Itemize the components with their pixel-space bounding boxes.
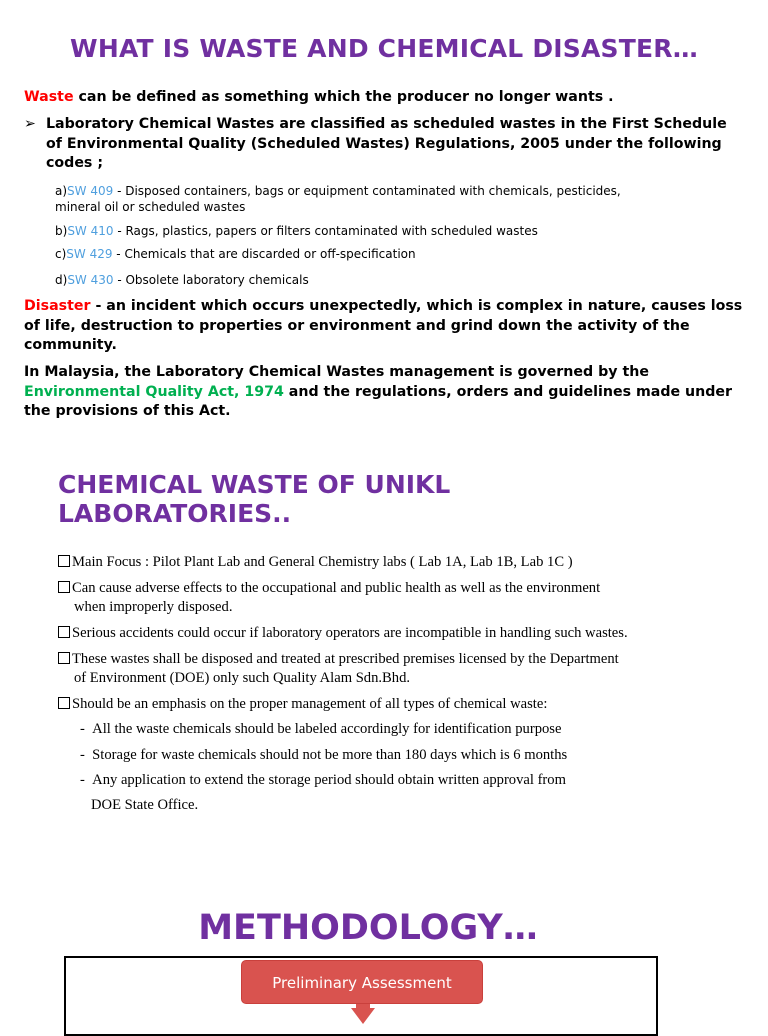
bullet-marker: ➢ [24, 116, 36, 132]
code-item-a [55, 183, 621, 215]
dash-bullet: - [80, 747, 85, 763]
code-id: SW 429 [66, 247, 113, 261]
sub-list-item [80, 720, 561, 739]
dash-bullet: - [80, 721, 85, 737]
code-id: SW 430 [67, 273, 114, 287]
sub-list-item-text: Any application to extend the storage period should obtain written approval from [92, 772, 566, 788]
sub-list-item-text: All the waste chemicals should be labeled accordingly for identification purpose [92, 721, 562, 737]
list-item [58, 579, 600, 617]
waste-definition [24, 88, 614, 108]
paragraph-line: the provisions of this Act. [24, 403, 231, 419]
code-letter: c) [55, 247, 67, 261]
checkbox-bullet-icon [58, 581, 70, 593]
code-description: - Obsolete laboratory chemicals [113, 273, 309, 287]
list-item [58, 624, 628, 643]
flow-step-preliminary-assessment: Preliminary Assessment [241, 960, 483, 1004]
paragraph-line: codes ; [46, 155, 103, 171]
list-item [58, 553, 573, 572]
title-line: CHEMICAL WASTE OF UNIKL [58, 470, 451, 499]
code-id: SW 410 [67, 224, 114, 238]
code-description: - Chemicals that are discarded or off-specification [112, 247, 416, 261]
checkbox-bullet-icon [58, 555, 70, 567]
disaster-term: Disaster [24, 298, 91, 314]
code-letter: b) [55, 224, 68, 238]
code-description: - Rags, plastics, papers or filters contaminated with scheduled wastes [113, 224, 538, 238]
waste-definition-text: can be defined as something which the producer no longer wants . [73, 89, 614, 105]
paragraph-line: In Malaysia, the Laboratory Chemical Wastes management is governed by the [24, 364, 649, 380]
waste-term: Waste [24, 89, 74, 105]
title-line: LABORATORIES.. [58, 499, 292, 528]
paragraph-line: and the regulations, orders and guidelines made under [283, 383, 733, 400]
code-description-cont: mineral oil or scheduled wastes [55, 200, 246, 214]
code-item-c [55, 246, 416, 262]
section-title-waste-disaster: WHAT IS WASTE AND CHEMICAL DISASTER… [70, 34, 698, 63]
scheduled-wastes-paragraph [46, 115, 746, 174]
code-item-b [55, 223, 538, 239]
checkbox-bullet-icon [58, 626, 70, 638]
disaster-definition [24, 297, 744, 356]
sub-list-item-cont: DOE State Office. [91, 797, 199, 813]
list-item [58, 650, 619, 688]
paragraph-line: community. [24, 337, 117, 353]
checkbox-bullet-icon [58, 697, 70, 709]
list-item-text-cont: of Environment (DOE) only such Quality Alam Sdn.Bhd. [74, 670, 411, 686]
list-item-text: Serious accidents could occur if laboratory operators are incompatible in handling such wastes. [72, 625, 628, 641]
paragraph-line: of life, destruction to properties or environment and grind down the activity of the [24, 317, 690, 334]
disaster-definition-text: - an incident which occurs unexpectedly, which is complex in nature, causes loss [90, 298, 743, 314]
paragraph-line: Laboratory Chemical Wastes are classified as scheduled wastes in the First Schedule [46, 116, 727, 132]
list-item-text: Can cause adverse effects to the occupational and public health as well as the environment [72, 580, 601, 596]
sub-list-item-text: Storage for waste chemicals should not be more than 180 days which is 6 months [92, 747, 568, 763]
code-id: SW 409 [67, 184, 114, 198]
section-title-unikl [58, 470, 450, 528]
act-name: Environmental Quality Act, 1974 [24, 383, 284, 400]
sub-list-item [80, 746, 567, 765]
list-item-text-cont: when improperly disposed. [74, 599, 233, 615]
list-item [58, 695, 547, 714]
code-letter: d) [55, 273, 68, 287]
code-item-d [55, 272, 309, 288]
code-description: - Disposed containers, bags or equipment contaminated with chemicals, pesticides, [113, 184, 621, 198]
checkbox-bullet-icon [58, 652, 70, 664]
section-title-methodology: METHODOLOGY… [198, 908, 538, 948]
list-item-text: Should be an emphasis on the proper management of all types of chemical waste: [72, 696, 548, 712]
dash-bullet: - [80, 772, 85, 788]
malaysia-paragraph [24, 363, 744, 422]
list-item-text: Main Focus : Pilot Plant Lab and General Chemistry labs ( Lab 1A, Lab 1B, Lab 1C ) [72, 554, 573, 570]
sub-list-item [80, 771, 566, 790]
down-arrow-icon [351, 1008, 375, 1024]
paragraph-line: of Environmental Quality (Scheduled Wastes) Regulations, 2005 under the following [46, 135, 722, 152]
code-letter: a) [55, 184, 68, 198]
list-item-text: These wastes shall be disposed and treated at prescribed premises licensed by the Department [72, 651, 619, 667]
